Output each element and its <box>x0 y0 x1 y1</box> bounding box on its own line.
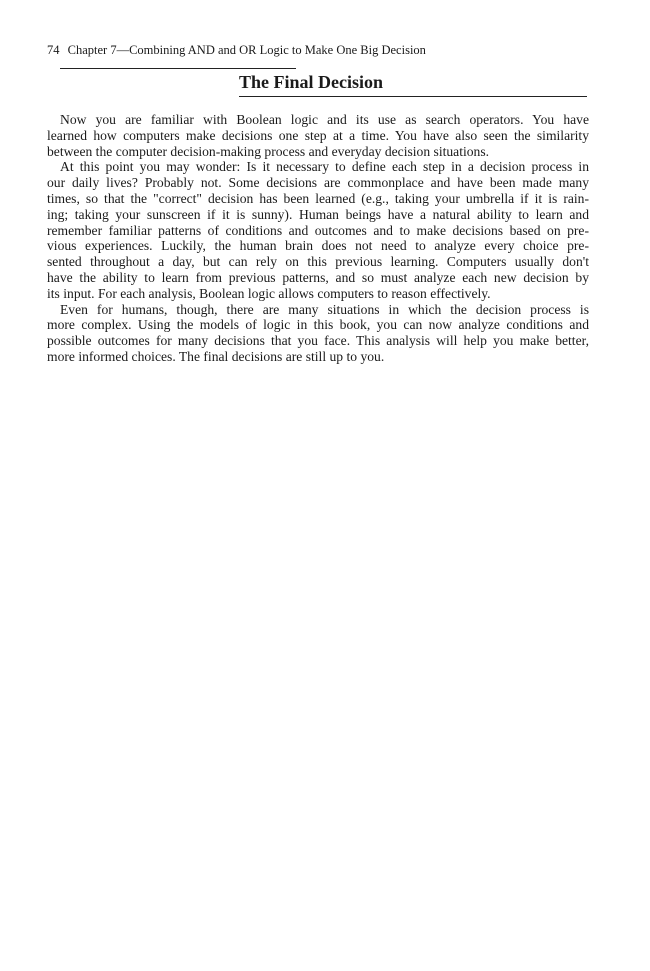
paragraph-2-line: ing; taking your sunscreen if it is sunny). Human beings have a natural ability to learn and <box>47 206 589 222</box>
paragraph-2-line: its input. For each analysis, Boolean logic allows computers to reason effectively. <box>47 285 491 301</box>
title-rule <box>239 96 587 97</box>
paragraph-2-line: remember familiar patterns of conditions and outcomes and to make decisions based on pre- <box>47 222 589 238</box>
chapter-title: Chapter 7—Combining AND and OR Logic to Make One Big Decision <box>67 43 426 57</box>
paragraph-1-line: Now you are familiar with Boolean logic and its use as search operators. You have <box>60 112 589 127</box>
paragraph-2-line: have the ability to learn from previous patterns, and so must analyze each new decision by <box>47 269 589 285</box>
paragraph-2-line: times, so that the "correct" decision has been learned (e.g., taking your umbrella if it is rain- <box>47 190 589 206</box>
paragraph-2-line: At this point you may wonder: Is it necessary to define each step in a decision process in <box>60 159 589 175</box>
paragraph-3-line: more informed choices. The final decisions are still up to you. <box>47 348 385 364</box>
paragraph-1-line: learned how computers make decisions one step at a time. You have also seen the similarity <box>47 127 589 143</box>
paragraph-3-line: possible outcomes for many decisions that you face. This analysis will help you make better, <box>47 333 589 349</box>
paragraph-2-line: vious experiences. Luckily, the human brain does not need to analyze every choice pre- <box>47 238 589 254</box>
page-number: 74 <box>47 43 60 57</box>
header-rule <box>60 68 296 69</box>
paragraph-3-line: more complex. Using the models of logic in this book, you can now analyze conditions and <box>47 317 589 333</box>
paragraph-3-line: Even for humans, though, there are many situations in which the decision process is <box>60 301 589 317</box>
running-head <box>47 42 426 58</box>
paragraph-1-line: between the computer decision-making process and everyday decision situations. <box>47 143 490 159</box>
paragraph-2-line: our daily lives? Probably not. Some decisions are commonplace and have been made many <box>47 175 589 191</box>
section-title: The Final Decision <box>239 72 384 92</box>
paragraph-2-line: sented throughout a day, but can rely on this previous learning. Computers usually don't <box>47 254 589 270</box>
body-text <box>47 112 589 365</box>
